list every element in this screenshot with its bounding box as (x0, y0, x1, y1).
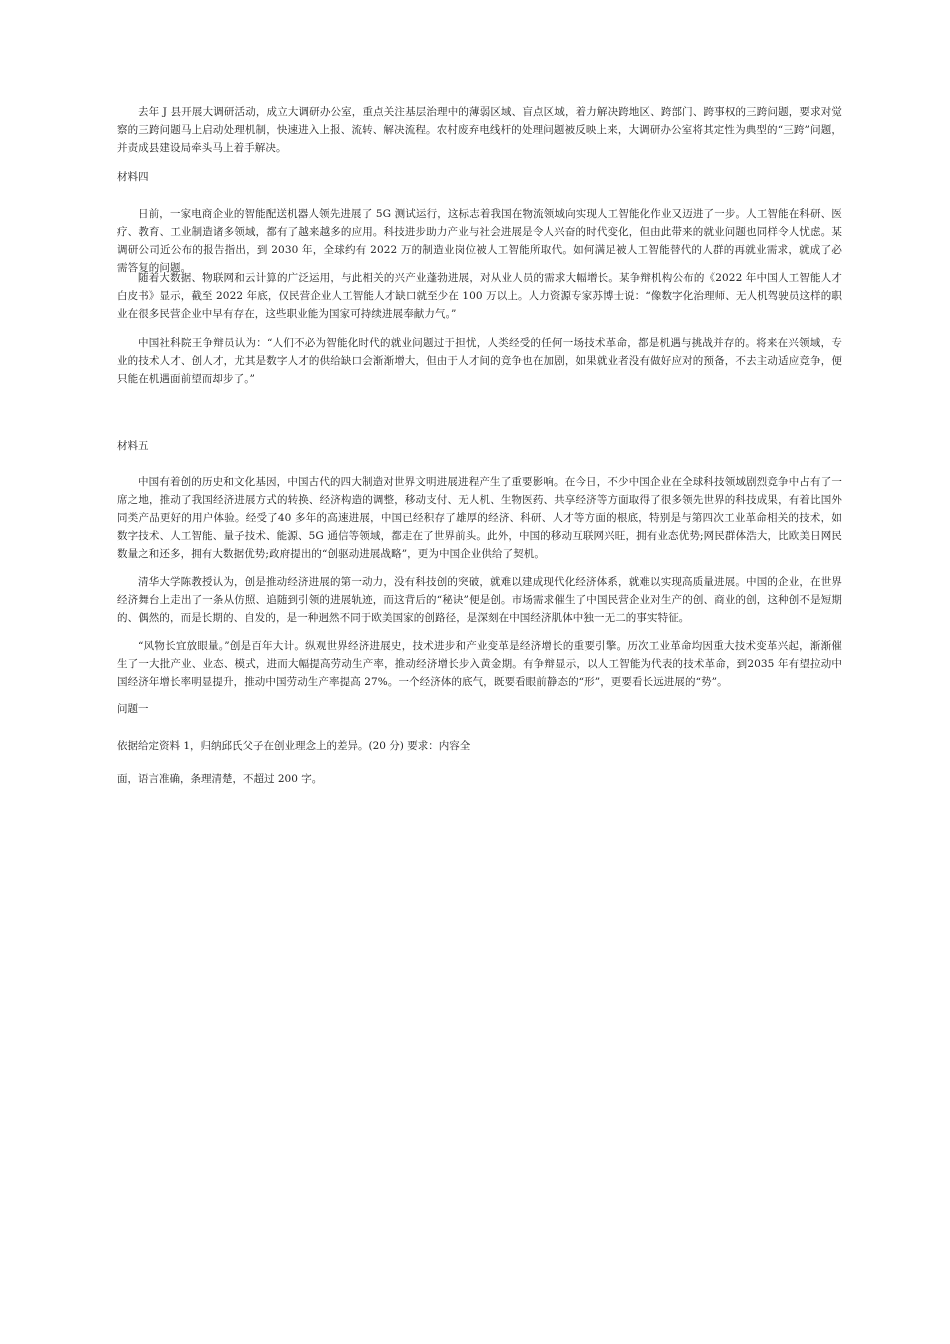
paragraph-long-view: “风物长宜放眼量。”创是百年大计。纵观世界经济进展史，技术进步和产业变革是经济增长的重要引擎。历次工业革命均因重大技术变革兴起，渐渐催生了一大批产业、业态、模式，进而大幅提高劳动生产率，推动经济增长步入黄金期。有争辩显示，以人工智能为代表的技术革命，到2035 年有望拉动中国经济年增长率明显提升，推动中国劳动生产率提高 27%。一个经济体的底气，既要看眼前静态的“形”，更要看长远进展的“势”。 (117, 640, 842, 688)
question-1-line-2: 面，语言准确，条理清楚，不超过 200 字。 (117, 773, 323, 785)
question-1-line-1: 依据给定资料 1，归纳邱氏父子在创业理念上的差异。(20 分) 要求：内容全 (117, 740, 471, 752)
question-1-heading: 问题一 (117, 703, 149, 715)
paragraph-ai-robot: 日前，一家电商企业的智能配送机器人领先进展了 5G 测试运行，这标志着我国在物流领域向实现人工智能化作业又迈进了一步。人工智能在科研、医疗、教育、工业制造诸多领域，都有了越来越多的应用。科技进步助力产业与社会进展是令人兴奋的时代变化，但由此带来的就业问题也同样令人忧虑。某调研公司近公布的报告指出，到 2030 年，全球约有 2022 万的制造业岗位被人工智能所取代。如何满足被人工智能替代的人群的再就业需求，就成了必需答复的问题。 (117, 208, 842, 274)
paragraph-survey-activity: 去年 J 县开展大调研活动，成立大调研办公室，重点关注基层治理中的薄弱区域、盲点区域，着力解决跨地区、跨部门、跨事权的三跨问题，要求对觉察的三跨问题马上启动处理机制，快速进入上报、流转、解决流程。农村废弃电线杆的处理问题被反映上来，大调研办公室将其定性为典型的“三跨”问题，并责成县建设局牵头马上着手解决。 (117, 106, 842, 154)
material-4-heading: 材料四 (117, 171, 149, 183)
paragraph-chen-professor: 清华大学陈教授认为，创是推动经济进展的第一动力，没有科技创的突破，就难以建成现代化经济体系，就难以实现高质量进展。中国的企业，在世界经济舞台上走出了一条从仿照、追随到引领的进展轨迹，而这背后的“秘诀”便是创。市场需求催生了中国民营企业对生产的创、商业的创，这种创不是短期的、偶然的，而是长期的、自发的，是一种迥然不同于欧美国家的创路径，是深刻在中国经济肌体中独一无二的事实特征。 (117, 576, 842, 624)
paragraph-wang-researcher: 中国社科院王争辩员认为：“人们不必为智能化时代的就业问题过于担忧，人类经受的任何一场技术革命，都是机遇与挑战并存的。将来在兴领域，专业的技术人才、创人才，尤其是数字人才的供给缺口会渐渐增大，但由于人才间的竞争也在加剧，如果就业者没有做好应对的预备，不去主动适应竞争，便只能在机遇面前望而却步了。” (117, 337, 842, 385)
paragraph-big-data: 随着大数据、物联网和云计算的广泛运用，与此相关的兴产业蓬勃进展，对从业人员的需求大幅增长。某争辩机构公布的《2022 年中国人工智能人才白皮书》显示，截至 2022 年底，仅民营企业人工智能人才缺口就至少在 100 万以上。人力资源专家苏博士说：“像数字化治理师、无人机驾驶员这样的职业在很多民营企业中早有存在，这些职业能为国家可持续进展奉献力气。” (117, 272, 842, 320)
paragraph-china-innovation: 中国有着创的历史和文化基因，中国古代的四大制造对世界文明进展进程产生了重要影响。在今日，不少中国企业在全球科技领域剧烈竞争中占有了一席之地，推动了我国经济进展方式的转换、经济构造的调整，移动支付、无人机、生物医药、共享经济等方面取得了很多领先世界的科技成果，有着比国外同类产品更好的用户体验。经受了40 多年的高速进展，中国已经积存了雄厚的经济、科研、人才等方面的根底，特别是与第四次工业革命相关的技术，如数字技术、人工智能、量子技术、能源、5G 通信等领域，都走在了世界前头。此外，中国的移动互联网兴旺，拥有业态优势;网民群体浩大，比欧美日网民数量之和还多，拥有大数据优势;政府提出的“创驱动进展战略”，更为中国企业供给了契机。 (117, 476, 842, 560)
material-5-heading: 材料五 (117, 440, 149, 452)
